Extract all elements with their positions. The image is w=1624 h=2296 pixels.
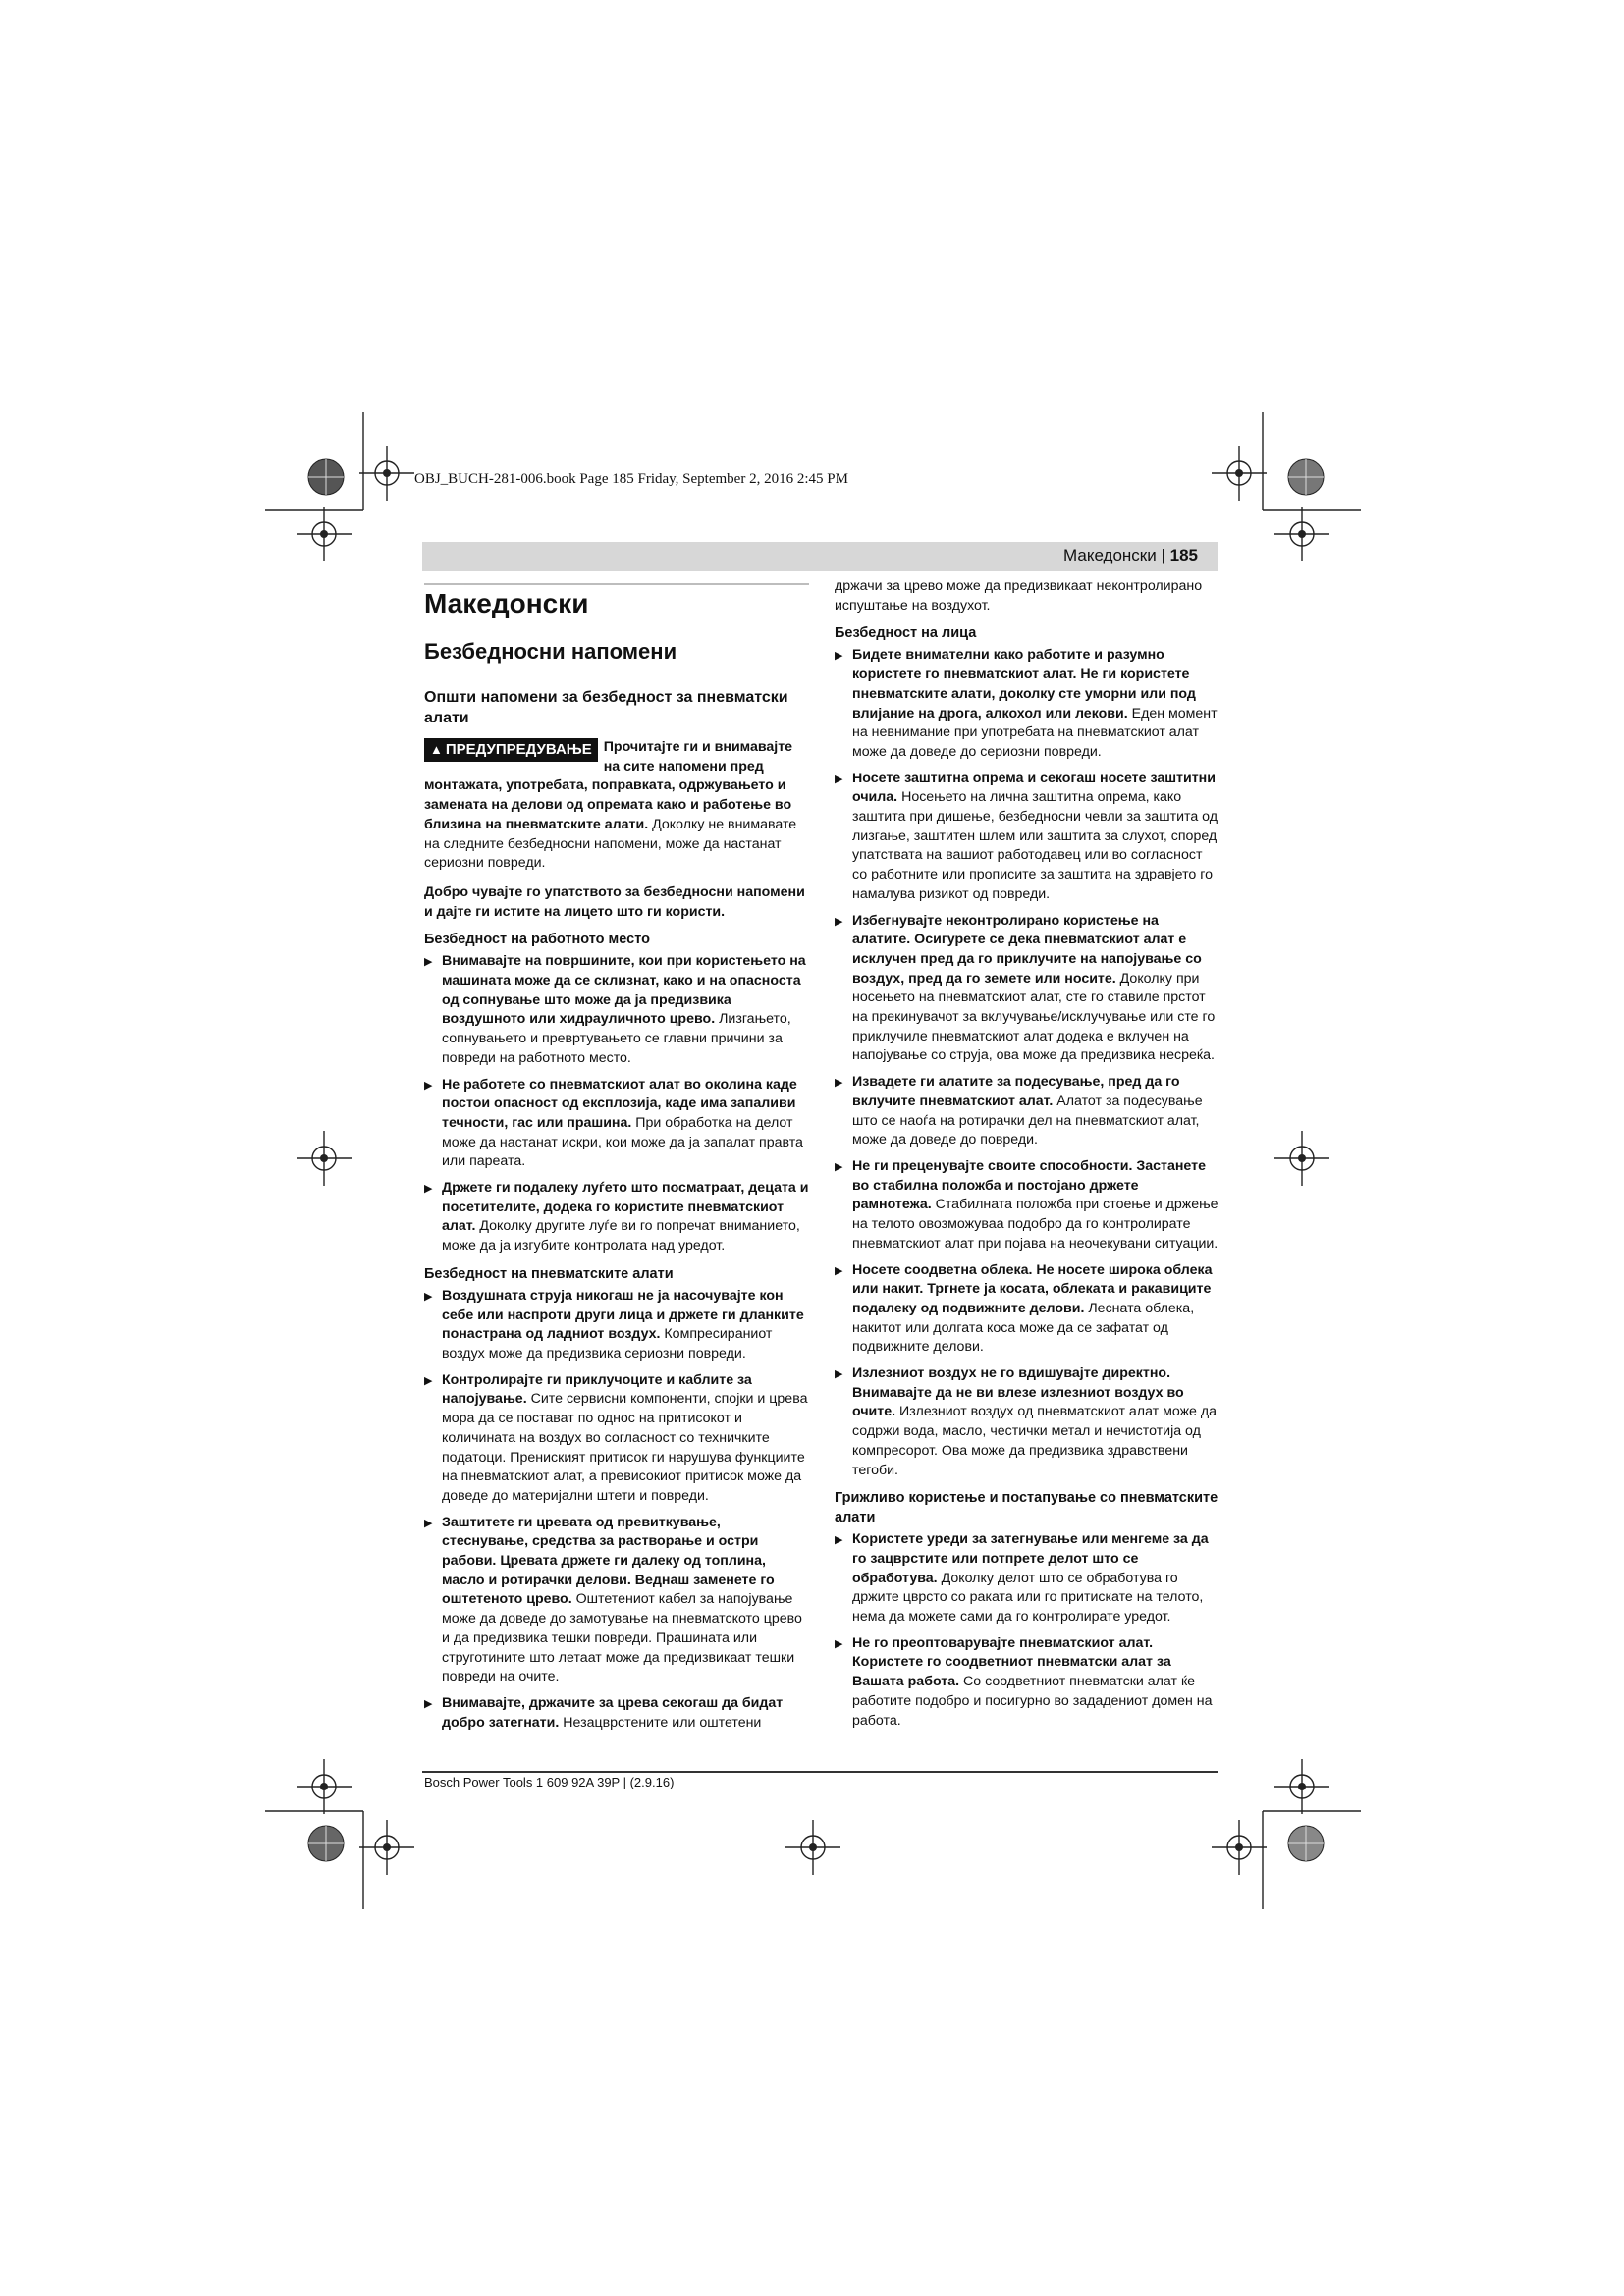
- print-info-line: OBJ_BUCH-281-006.book Page 185 Friday, September 2, 2016 2:45 PM: [414, 471, 848, 487]
- item-bold-text: Носете заштитна опрема и секогаш носете заштитни очила.: [852, 770, 1216, 806]
- careful-list: [835, 1530, 1219, 1731]
- item-text: Излезниот воздух од пневматскиот алат може да содржи вода, масло, честички метал и нечистотија од компресорот. Ова може да предизвика здравствени тегоби.: [852, 1404, 1218, 1478]
- bullet-icon: ▶: [835, 773, 843, 785]
- bullet-icon: ▶: [835, 1077, 843, 1090]
- bullet-icon: ▶: [835, 650, 843, 663]
- item-text: Носењето на лична заштитна опрема, како заштита при дишење, безбедносни чевли за заштита од лизгање, заштитен шлем или заштита за слухот, според упатствата на вашиот работодавец или во согласност со работните или прописите за заштита на здравјето го намалува ризикот од повреди.: [852, 789, 1218, 902]
- page-title: Македонски: [424, 588, 589, 618]
- warning-triangle-icon: ▲: [430, 742, 443, 757]
- list-item: [424, 1514, 809, 1687]
- careful-heading: Грижливо користење и постапување со пневматските алати: [835, 1490, 1218, 1526]
- item-bold-text: Контролирајте ги приклучоците и каблите за напојување.: [442, 1371, 752, 1408]
- list-item: [424, 1076, 809, 1173]
- item-text: Стабилната положба при стоење и држење на телото овозможуваа подобро да го контролирате пневматскиот алат при појава на неочекувани ситуации.: [852, 1197, 1218, 1252]
- item-text: Лизгањето, сопнувањето и превртувањето се главни причини за повреди на работното место.: [442, 1011, 791, 1066]
- item-bold-text: Не ги преценувајте своите способности. Застанете во стабилна положба и постојано држете рамнотежа.: [852, 1157, 1206, 1213]
- list-item: [835, 1530, 1219, 1628]
- item-text: Доколку при носењето на пневматскиот алат, сте го ставиле прстот на прекинувачот за вклучување/исклучување или сте го приклучиле пневматскиот алат додека е вклучен на напојување со струја, ова може да предизвика несреќа.: [852, 970, 1216, 1064]
- warning-bold-text: Прочитајте ги и внимавајте на сите напомени пред монтажата, употребата, поправката, одржувањето и замената на делови од опремата како и работење во близина на пневматските алати.: [424, 739, 793, 832]
- bullet-icon: ▶: [835, 1160, 843, 1173]
- item-bold-text: Не работете со пневматскиот алат во околина каде постои опасност од експлозија, каде има запаливи течности, гас или прашина.: [442, 1076, 797, 1131]
- bullet-icon: ▶: [424, 1290, 433, 1303]
- warning-badge: ▲ ПРЕДУПРЕДУВАЊЕ: [424, 738, 598, 762]
- list-item: [835, 1364, 1219, 1480]
- item-bold-text: Избегнувајте неконтролирано користење на алатите. Осигурете се дека пневматскиот алат е исклучен пред да го приклучите на напојување со воздух, пред да го земете или носите.: [852, 912, 1202, 987]
- bullet-icon: ▶: [424, 956, 433, 969]
- list-item: [424, 1694, 809, 1733]
- footer: Bosch Power Tools 1 609 92A 39P | (2.9.16): [424, 1775, 675, 1789]
- bullet-icon: ▶: [835, 1534, 843, 1547]
- list-item: [835, 646, 1219, 762]
- item-text: Еден момент на невнимание при употребата на пневматскиот алат може да доведе до сериозни повреди.: [852, 705, 1218, 760]
- header-language: Македонски: [1063, 546, 1157, 564]
- item-text: Оштетениот кабел за напојување може да доведе до замотување на пневматското црево и да предизвика тешки повреди. Прашината или струготините што летаат може да предизвикаат тешки повреди на очите.: [442, 1591, 802, 1685]
- list-item: [424, 1179, 809, 1256]
- tools-heading: Безбедност на пневматските алати: [424, 1265, 674, 1282]
- list-item: [835, 912, 1219, 1067]
- item-bold-text: Излезниот воздух не го вдишувајте директно. Внимавајте да не ви влезе излезниот воздух во очите.: [852, 1365, 1184, 1420]
- bullet-icon: ▶: [835, 915, 843, 928]
- bullet-icon: ▶: [424, 1079, 433, 1092]
- list-item: [835, 1157, 1219, 1255]
- bullet-icon: ▶: [424, 1374, 433, 1387]
- item-bold-text: Не го преоптоварувајте пневматскиот алат. Користете го соодветниот пневматски алат за Вашата работа.: [852, 1634, 1171, 1690]
- bullet-icon: ▶: [835, 1637, 843, 1650]
- item-bold-text: Држете ги подалеку луѓето што посматраат, децата и посетителите, додека го користите пневматскиот алат.: [442, 1180, 809, 1235]
- item-text: Доколку делот што се обработува го држите цврсто со раката или го притискате на телото, нема да можете сами да го контролирате уредот.: [852, 1570, 1204, 1626]
- list-item: [424, 1371, 809, 1507]
- right-column: [835, 577, 1219, 1737]
- bullet-icon: ▶: [835, 1368, 843, 1381]
- list-item: [835, 770, 1219, 905]
- item-text: Алатот за подесување што се наоѓа на ротирачки дел на пневматскиот алат, може да доведе до повреди.: [852, 1093, 1203, 1148]
- item-bold-text: Внимавајте, држачите за црева секогаш да бидат добро затегнати.: [442, 1694, 784, 1731]
- warning-text: Доколку не внимавате на следните безбедносни напомени, може да настанат сериозни повреди.: [424, 816, 797, 872]
- item-text: Незацврстените или оштетени: [559, 1714, 762, 1731]
- warning-block: [424, 738, 809, 874]
- item-bold-text: Извадете ги алатите за подесување, пред да го вклучите пневматскиот алат.: [852, 1074, 1180, 1109]
- item-text: При обработка на делот може да настанат искри, кои може да ја запалат правта или пареата.: [442, 1114, 803, 1170]
- page-header: [422, 542, 1218, 571]
- list-item: [424, 952, 809, 1068]
- item-bold-text: Бидете внимателни како работите и разумно користете го пневматскиот алат. Не ги користете пневматските алати, доколку сте уморни или под влијание на дрога, алкохол или лекови.: [852, 647, 1196, 721]
- item-bold-text: Внимавајте на површините, кои при користењето на машината може да се склизнат, како и на опасноста од сопнување што може да ја предизвика воздушното или хидрауличното црево.: [442, 953, 806, 1028]
- personal-heading: Безбедност на лица: [835, 625, 977, 642]
- item-bold-text: Воздушната струја никогаш не ја насочувајте кон себе или наспроти други лица и држете ги дланките понастрана од ладниот воздух.: [442, 1287, 804, 1343]
- tools-list: [424, 1287, 809, 1733]
- item-bold-text: Носете соодветна облека. Не носете широка облека или накит. Тргнете ја косата, облеката и ракавиците подалеку од подвижните делови.: [852, 1261, 1213, 1316]
- item-bold-text: Користете уреди за затегнување или менгеме за да го зацврстите или потпрете делот што се обработува.: [852, 1531, 1209, 1586]
- bullet-icon: ▶: [424, 1517, 433, 1529]
- workplace-heading: Безбедност на работното место: [424, 932, 650, 948]
- continuation-text: држачи за црево може да предизвикаат неконтролирано испуштање на воздухот.: [835, 578, 1203, 614]
- subsection-heading: Општи напомени за безбедност за пневматски алати: [424, 689, 788, 726]
- header-label: Македонски | 185: [1063, 546, 1198, 564]
- section-heading: Безбедносни напомени: [424, 639, 677, 664]
- personal-list: [835, 646, 1219, 1480]
- item-text: Доколку другите луѓе ви го попречат вниманието, може да ја изгубите контролата над уредот.: [442, 1218, 800, 1255]
- bullet-icon: ▶: [835, 1264, 843, 1277]
- item-text: Лесната облека, накитот или долгата коса може да се зафатат од подвижните делови.: [852, 1300, 1195, 1356]
- footer-rule: [422, 1771, 1218, 1773]
- workplace-list: [424, 952, 809, 1256]
- item-bold-text: Заштитете ги цревата од превиткување, стеснување, средства за растворање и остри рабови. Цревата држете ги далеку од топлина, масло и ротирачки делови. Веднаш заменете го оштетеното црево.: [442, 1514, 775, 1608]
- item-text: Сите сервисни компоненти, спојки и црева мора да се постават по однос на притисокот и количината на воздух во согласност со техничките податоци. Прениският притисок ги нарушува функциите на пневматскиот алат, а превисокиот притисок може да доведе до материјални штети и повреди.: [442, 1391, 808, 1504]
- list-item: [835, 1073, 1219, 1150]
- list-item: [835, 1634, 1219, 1732]
- list-item: [424, 1287, 809, 1364]
- item-text: Компресираниот воздух може да предизвика сериозни повреди.: [442, 1326, 773, 1362]
- left-column: [424, 585, 809, 1739]
- page-number: 185: [1169, 546, 1198, 564]
- bullet-icon: ▶: [424, 1183, 433, 1196]
- keep-instructions-note: Добро чувајте го упатството за безбедносни напомени и дајте ги истите на лицето што ги користи.: [424, 883, 805, 920]
- list-item: [835, 1261, 1219, 1359]
- item-text: Со соодветниот пневматски алат ќе работите подобро и посигурно во зададениот домен на работа.: [852, 1674, 1213, 1729]
- bullet-icon: ▶: [424, 1697, 433, 1710]
